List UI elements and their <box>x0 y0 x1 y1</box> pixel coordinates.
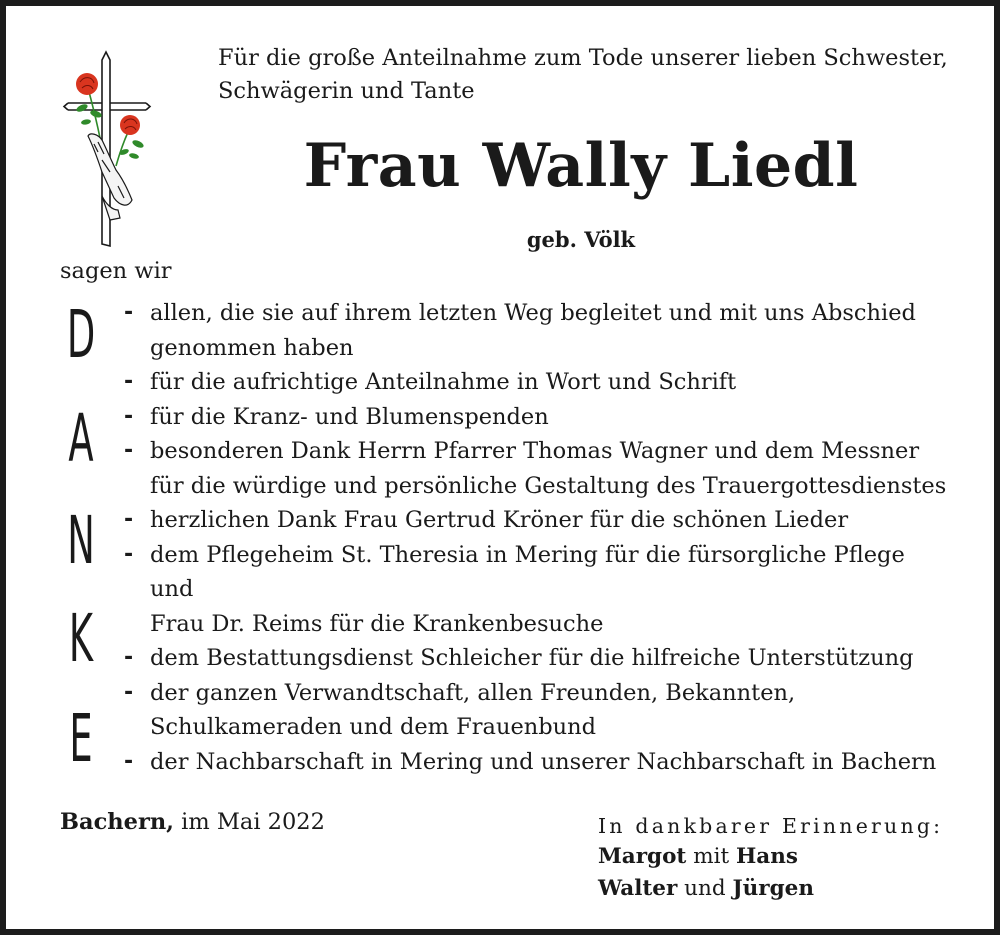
item-line: der ganzen Verwandtschaft, allen Freunden, Bekannten, <box>150 679 796 706</box>
item-line: für die aufrichtige Anteilnahme in Wort und Schrift <box>150 369 737 395</box>
intro-text <box>218 42 978 108</box>
list-item <box>124 538 984 642</box>
signer-line <box>598 841 798 873</box>
dash-bullet: - <box>124 541 134 567</box>
deceased-name: Frau Wally Liedl <box>303 131 859 201</box>
intro-line: Schwägerin und Tante <box>218 78 475 104</box>
item-line: besonderen Dank Herrn Pfarrer Thomas Wagner und dem Messner <box>150 438 920 464</box>
dash-bullet: - <box>124 679 134 705</box>
list-item <box>124 676 984 745</box>
list-item <box>124 641 984 676</box>
place-town: Bachern, <box>60 809 175 835</box>
intro-line: Für die große Anteilnahme zum Tode unserer lieben Schwester, <box>218 45 948 71</box>
signer-joiner: und <box>677 876 733 901</box>
signer-name: Margot <box>598 844 687 869</box>
item-line: Schulkameraden und dem Frauenbund <box>150 714 597 740</box>
dash-bullet: - <box>124 369 134 394</box>
signer-name: Walter <box>598 876 678 901</box>
item-line: genommen haben <box>150 334 354 361</box>
place-date-text: im Mai 2022 <box>174 809 325 835</box>
item-line: dem Bestattungsdienst Schleicher für die hilfreiche Unterstützung <box>150 645 914 671</box>
dash-bullet: - <box>124 300 134 325</box>
item-line: für die Kranz- und Blumenspenden <box>150 403 549 430</box>
thanks-list <box>124 296 984 779</box>
danke-letter: D <box>66 296 96 373</box>
signer-line <box>598 873 814 905</box>
signer-name: Hans <box>735 844 798 869</box>
list-item <box>124 434 984 503</box>
maiden-name: geb. Völk <box>526 227 636 252</box>
list-item <box>124 296 984 365</box>
item-line: Frau Dr. Reims für die Krankenbesuche <box>150 610 604 637</box>
sagen-wir-text: sagen wir <box>60 258 172 284</box>
list-item <box>124 745 984 780</box>
signer-name: Jürgen <box>732 876 814 901</box>
item-line: herzlichen Dank Frau Gertrud Kröner für die schönen Lieder <box>150 507 849 533</box>
dash-bullet: - <box>124 403 134 429</box>
dash-bullet: - <box>124 748 134 774</box>
danke-letter: K <box>68 600 94 677</box>
item-line: der Nachbarschaft in Mering und unserer Nachbarschaft in Bachern <box>150 748 937 775</box>
item-line: für die würdige und persönliche Gestaltung des Trauergottesdienstes <box>150 472 947 499</box>
danke-letter: A <box>68 400 94 477</box>
item-line: allen, die sie auf ihrem letzten Weg begleitet und mit uns Abschied <box>150 300 916 326</box>
dash-bullet: - <box>124 645 134 670</box>
signer-joiner: mit <box>686 844 736 869</box>
list-item <box>124 503 984 538</box>
danke-letter: E <box>69 700 93 777</box>
closing-phrase: In dankbarer Erinnerung: <box>598 814 944 838</box>
danke-letter: N <box>67 502 95 579</box>
item-line: und <box>150 576 194 602</box>
dash-bullet: - <box>124 507 134 532</box>
list-item <box>124 400 984 435</box>
place-date <box>60 806 325 838</box>
dash-bullet: - <box>124 438 134 463</box>
list-item <box>124 365 984 400</box>
item-line: dem Pflegeheim St. Theresia in Mering für die fürsorgliche Pflege <box>150 541 905 568</box>
